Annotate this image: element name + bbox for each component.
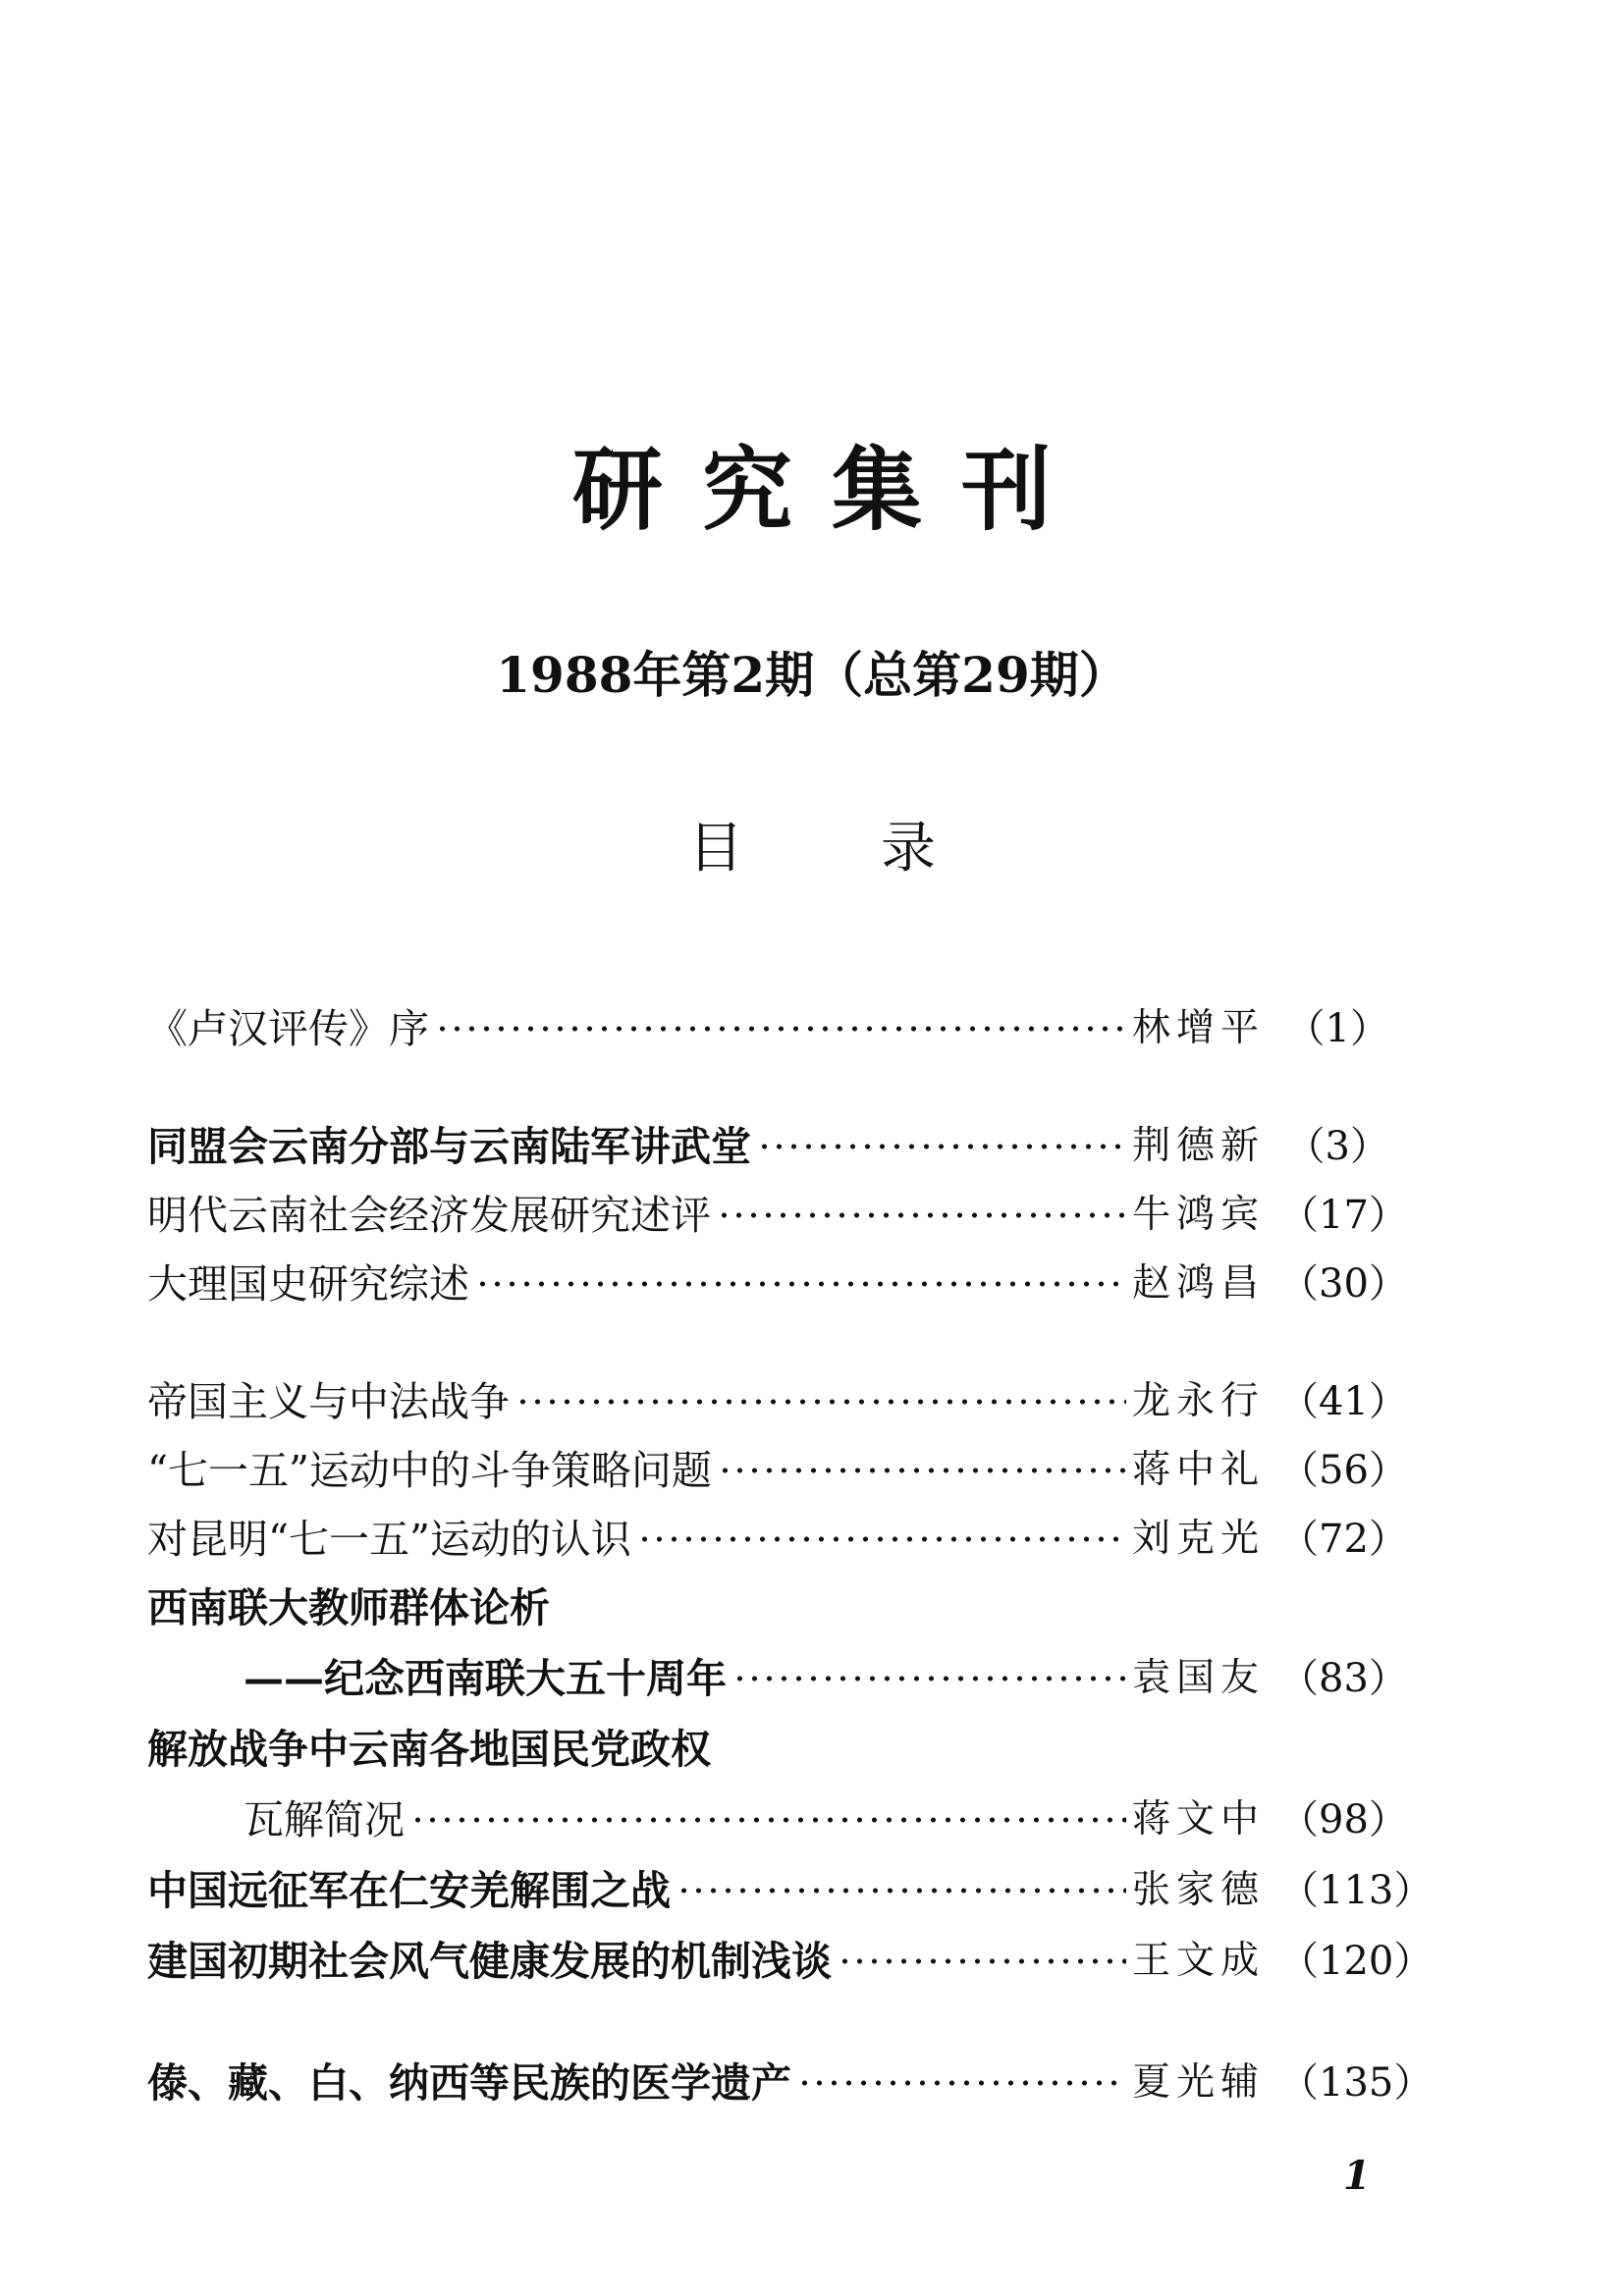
dot-leader [717,1211,1126,1219]
toc-entry[interactable] [147,1441,1408,1500]
entry-author: 刘克光 [1132,1517,1266,1561]
entry-title: 对昆明“七一五”运动的认识 [147,1516,631,1563]
entry-page: （98） [1279,1797,1408,1842]
toc-entry[interactable] [147,1255,1408,1313]
entry-subtitle: 瓦解简况 [244,1796,405,1843]
entry-page: （135） [1279,2060,1434,2106]
entry-subtitle: ——纪念西南联大五十周年 [244,1655,727,1702]
toc-entry[interactable] [244,1649,1408,1708]
dot-leader [732,1675,1126,1682]
entry-author: 赵鸿昌 [1132,1261,1266,1306]
toc-entry[interactable] [147,1117,1389,1176]
entry-page: （30） [1279,1261,1408,1307]
entry-author: 牛鸿宾 [1132,1193,1266,1237]
dot-leader [637,1535,1126,1543]
entry-title: 大理国史研究综述 [147,1260,469,1308]
entry-page: （41） [1279,1379,1408,1424]
dot-leader [677,1887,1126,1895]
toc-heading: 目录 [688,817,1073,881]
entry-title: “七一五”运动中的斗争策略问题 [147,1447,712,1494]
entry-title: 建国初期社会风气健康发展的机制浅谈 [147,1938,832,1985]
entry-page: （17） [1279,1193,1408,1238]
toc-entry[interactable] [147,1861,1434,1920]
entry-author: 龙永行 [1132,1379,1266,1423]
toc-entry[interactable] [147,2054,1434,2112]
entry-author: 袁国友 [1132,1656,1266,1700]
dot-leader [718,1467,1126,1474]
entry-page: （72） [1279,1517,1408,1562]
entry-title: 傣、藏、白、纳西等民族的医学遗产 [147,2059,791,2107]
page-number: 1 [1343,2153,1371,2199]
entry-author: 荆德新 [1132,1124,1266,1168]
entry-title: 中国远征军在仁安羌解围之战 [147,1867,671,1914]
entry-author: 夏光辅 [1132,2060,1266,2105]
entry-author: 王文成 [1132,1939,1266,1983]
entry-title: 帝国主义与中法战争 [147,1378,510,1425]
entry-author: 张家德 [1132,1868,1266,1912]
entry-page: （120） [1279,1939,1434,1984]
dot-leader [838,1957,1126,1965]
entry-author: 林增平 [1132,1006,1266,1050]
entry-page: （56） [1279,1448,1408,1493]
dot-leader [435,1025,1126,1033]
entry-title: 明代云南社会经济发展研究述评 [147,1192,711,1239]
entry-page: （3） [1285,1124,1389,1169]
toc-entry[interactable] [147,999,1389,1058]
issue-line: 1988年第2期（总第29期） [496,646,1128,704]
toc-entry[interactable] [244,1790,1408,1849]
entry-title: 《卢汉评传》序 [147,1005,429,1052]
entry-author: 蒋文中 [1132,1797,1266,1842]
dot-leader [757,1143,1126,1150]
entry-author: 蒋中礼 [1132,1448,1266,1492]
entry-page: （1） [1285,1006,1389,1051]
dot-leader [410,1816,1126,1824]
toc-entry[interactable] [147,1932,1434,1991]
entry-page: （83） [1279,1656,1408,1701]
entry-page: （113） [1279,1868,1434,1913]
entry-title: 西南联大教师群体论析 [147,1584,550,1631]
toc-entry[interactable] [147,1186,1408,1245]
journal-title: 研究集刊 [571,438,1091,543]
dot-leader [475,1280,1126,1288]
dot-leader [515,1398,1126,1406]
toc-entry[interactable] [147,1372,1408,1431]
toc-entry[interactable] [147,1510,1408,1569]
entry-title: 解放战争中云南各地国民党政权 [147,1726,711,1773]
dot-leader [797,2079,1126,2087]
entry-title: 同盟会云南分部与云南陆军讲武堂 [147,1123,751,1170]
